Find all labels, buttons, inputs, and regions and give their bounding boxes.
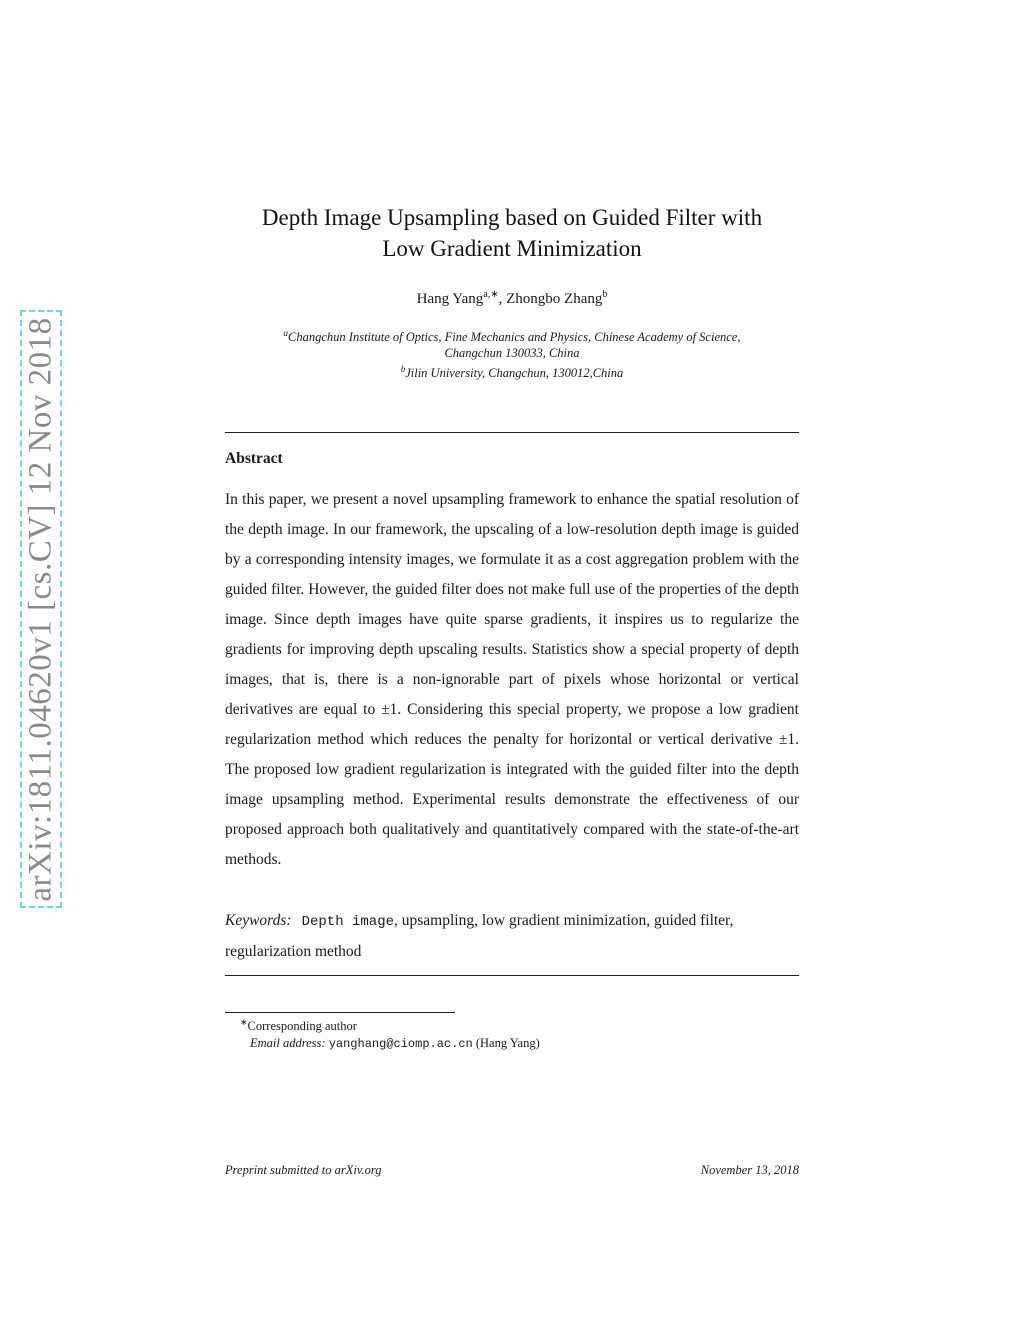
- keyword-first: Depth image: [301, 914, 395, 930]
- footnote-email-line: [240, 1035, 540, 1053]
- abstract-text: In this paper, we present a novel upsampling framework to enhance the spatial resolution of the depth image. In our framework, the upscaling of a low-resolution depth image is guided by a corresponding intensity images, we formulate it as a cost aggregation problem with the guided filter. However, the guided filter does not make full use of the properties of the depth image. Since depth images have quite sparse gradients, it inspires us to regularize the gradients for improving depth upscaling results. Statistics show a special property of depth images, that is, there is a non-ignorable part of pixels whose horizontal or vertical derivatives are equal to ±1. Considering this special property, we propose a low gradient regularization method which reduces the penalty for horizontal or vertical derivative ±1. The proposed low gradient regularization is integrated with the guided filter into the depth image upsampling method. Experimental results demonstrate the effectiveness of our proposed approach both qualitatively and quantitatively compared with the state-of-the-art methods.: [225, 491, 799, 868]
- footnote-corresponding: [240, 1014, 540, 1035]
- affiliation-a-cont: Changchun 130033, China: [444, 346, 580, 361]
- footnote-rule: [225, 1012, 455, 1013]
- paper-title: [200, 202, 824, 264]
- affiliation-b: [222, 361, 802, 381]
- author-separator: ,: [498, 291, 507, 307]
- abstract-top-rule: [225, 432, 799, 433]
- affiliation-a-text: Changchun Institute of Optics, Fine Mechanics and Physics, Chinese Academy of Science,: [288, 330, 741, 345]
- email-label: Email address:: [250, 1036, 326, 1051]
- author-name-1: Hang Yang: [416, 291, 484, 307]
- keywords-label: Keywords:: [225, 912, 292, 929]
- affiliation-a-mark: a: [283, 328, 289, 338]
- title-line-1: Depth Image Upsampling based on Guided Filter with: [261, 205, 763, 230]
- email-owner: (Hang Yang): [475, 1036, 540, 1051]
- footer-date: November 13, 2018: [700, 1163, 799, 1177]
- email-address[interactable]: yanghang@ciomp.ac.cn: [328, 1037, 473, 1052]
- footnote: [240, 1014, 540, 1053]
- footnote-corresponding-text: Corresponding author: [247, 1019, 357, 1034]
- footnote-mark: ∗: [240, 1017, 248, 1027]
- author-name-2: Zhongbo Zhang: [506, 291, 603, 307]
- abstract-heading: Abstract: [225, 450, 283, 467]
- affiliation-b-text: Jilin University, Changchun, 130012,China: [405, 366, 624, 381]
- arxiv-identifier: arXiv:1811.04620v1 [cs.CV] 12 Nov 2018: [22, 316, 59, 902]
- title-line-2: Low Gradient Minimization: [382, 236, 642, 261]
- keywords-rest: , upsampling, low gradient minimization, guided filter, regularization method: [225, 912, 734, 960]
- arxiv-stamp: [20, 310, 62, 908]
- abstract-bottom-rule: [225, 975, 799, 976]
- author-marks-1: a,∗: [483, 289, 499, 300]
- affiliation-a: [222, 325, 802, 345]
- footer-preprint: Preprint submitted to arXiv.org: [225, 1163, 382, 1177]
- author-marks-2: b: [602, 289, 608, 300]
- affiliations: [222, 325, 802, 381]
- keywords: [225, 906, 799, 967]
- affiliation-b-mark: b: [400, 364, 406, 375]
- author-list: [200, 289, 824, 308]
